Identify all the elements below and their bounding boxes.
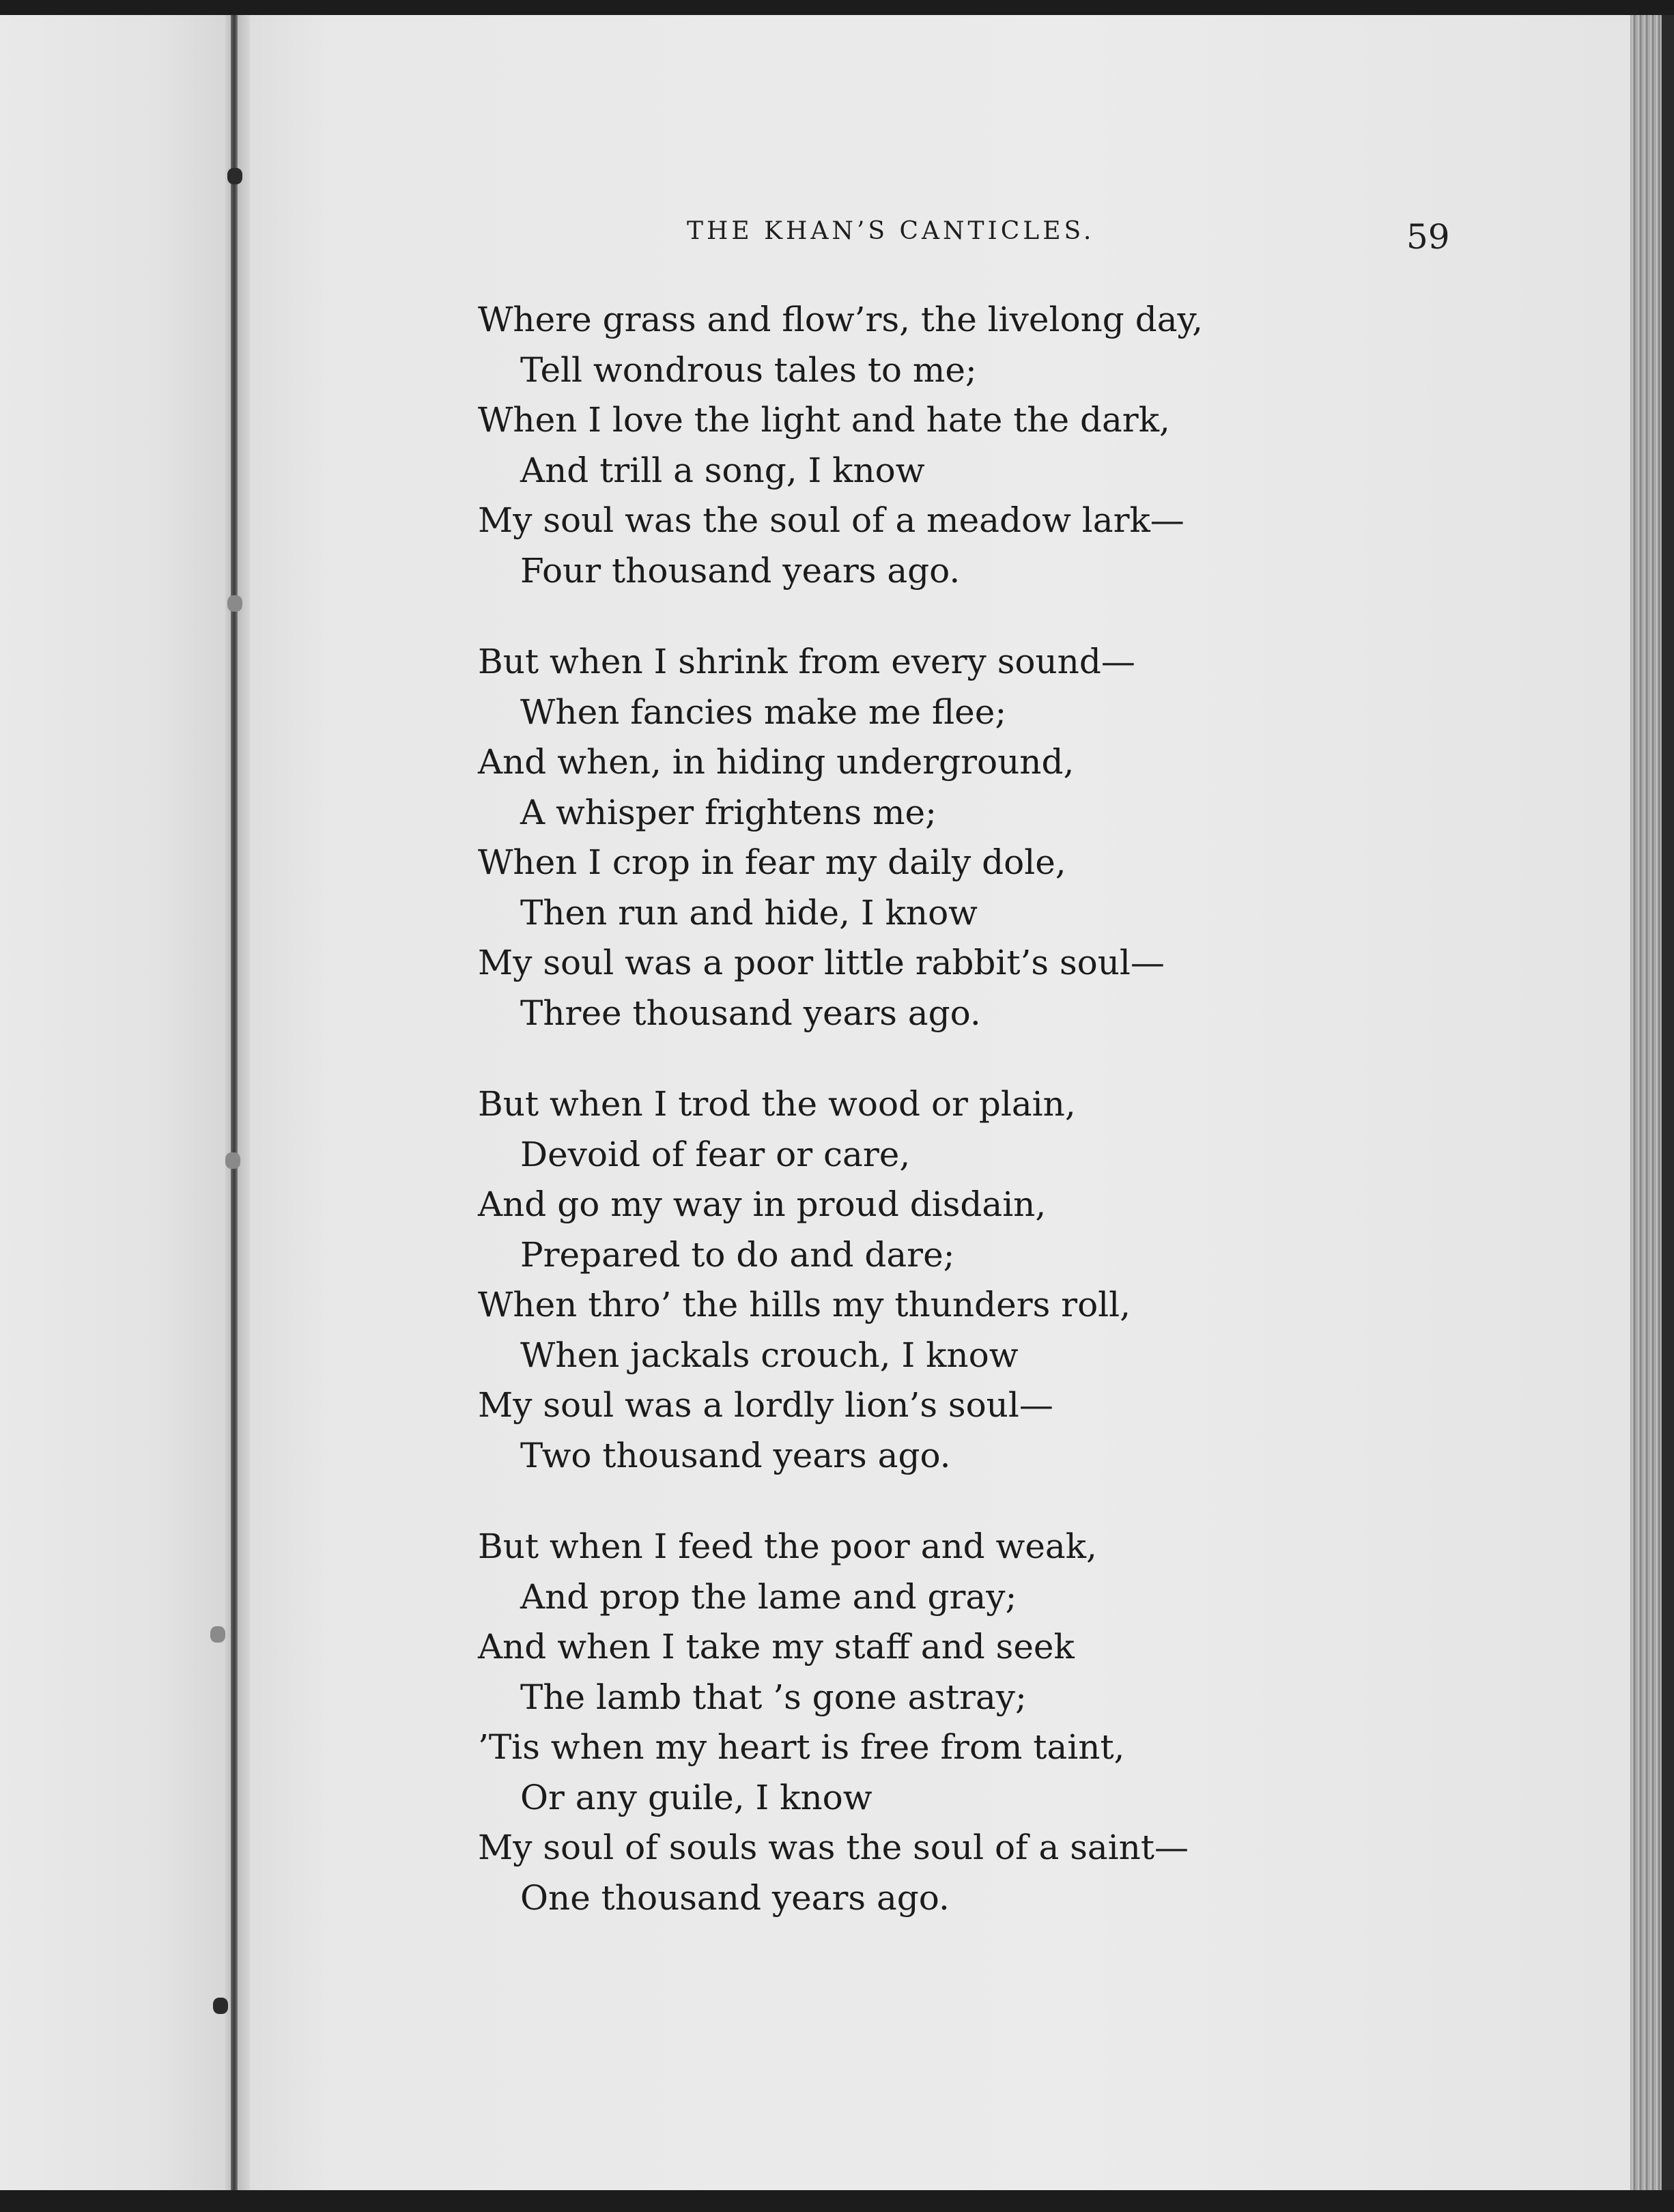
poem-line: Devoid of fear or care, [520,1134,911,1174]
poem-line: One thousand years ago. [520,1877,950,1918]
poem-line: My soul of souls was the soul of a saint— [478,1828,1189,1867]
poem-line: And prop the lame and gray; [520,1576,1017,1617]
book-gutter [225,15,250,2190]
poem-line: When I love the light and hate the dark, [478,400,1170,440]
poem-body [478,295,1638,1964]
poem-line: When I crop in fear my daily dole, [478,842,1066,882]
poem-line: My soul was a poor little rabbit’s soul— [478,943,1165,982]
poem-line: Tell wondrous tales to me; [520,350,977,390]
poem-line: When thro’ the hills my thunders roll, [478,1285,1131,1324]
poem-line: And trill a song, I know [520,450,925,490]
poem-line: My soul was the soul of a meadow lark— [478,500,1184,540]
poem-line: Prepared to do and dare; [520,1234,955,1275]
poem-line: Four thousand years ago. [520,550,961,591]
binding-stitch [210,1626,225,1643]
poem-line: And when, in hiding underground, [478,742,1075,782]
page-number: 59 [1406,217,1450,257]
scan-top-edge [0,0,1674,15]
poem-line: When fancies make me flee; [520,692,1007,732]
stanza [478,1522,1638,1923]
running-head: THE KHAN’S CANTICLES. [687,217,1095,245]
poem-line: The lamb that ’s gone astray; [520,1677,1027,1717]
poem-line: Three thousand years ago. [520,993,981,1033]
poem-line: Where grass and flow’rs, the livelong day, [478,300,1204,339]
poem-line: But when I trod the wood or plain, [478,1084,1076,1124]
binding-thread [231,15,238,2190]
binding-stitch [227,595,242,612]
poem-line: ’Tis when my heart is free from taint, [478,1727,1125,1767]
poem-line: Then run and hide, I know [520,892,978,933]
poem-line: A whisper frightens me; [520,792,937,832]
poem-line: Or any guile, I know [520,1777,873,1817]
poem-line: Two thousand years ago. [520,1435,951,1475]
stanza [478,637,1638,1038]
poem-line: And when I take my staff and seek [478,1627,1075,1667]
poem-line: My soul was a lordly lion’s soul— [478,1385,1053,1425]
left-page [0,15,225,2190]
poem-line: But when I feed the poor and weak, [478,1527,1097,1566]
binding-stitch [213,1998,228,2014]
stanza [478,295,1638,596]
stanza [478,1079,1638,1481]
poem-line: But when I shrink from every sound— [478,642,1135,681]
scan-bottom-edge [0,2190,1674,2212]
binding-stitch [227,168,242,184]
poem-line: When jackals crouch, I know [520,1335,1019,1375]
binding-stitch [225,1152,240,1169]
poem-line: And go my way in proud disdain, [478,1185,1047,1224]
